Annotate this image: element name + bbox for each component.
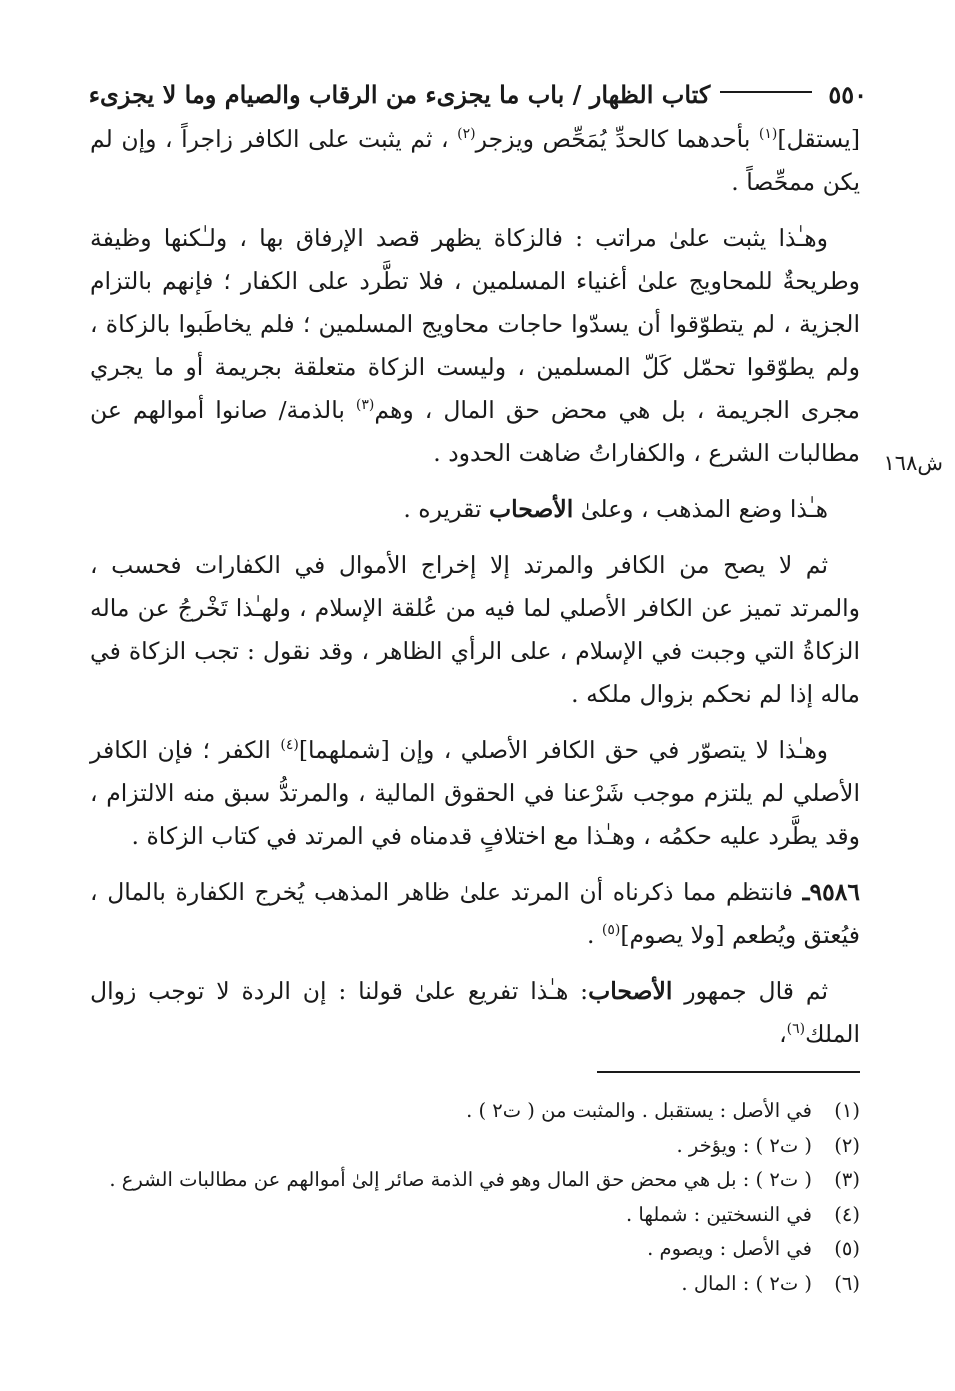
paragraph-6 [90,871,860,957]
text-run: فانتظم مما ذكرناه أن المرتد علىٰ ظاهر المذهب يُخرج الكفارة بالمال ، فيُعتق ويُطعم [ولا يصوم] [90,878,860,949]
footnote-number: (٥) [834,1237,860,1260]
footnote-item [90,1129,860,1164]
text-run: وهـٰذا يثبت علىٰ مراتب : فالزكاة يظهر قصد الإرفاق بها ، ولـٰكنها وظيفة وطريحةٌ للمحاويج علىٰ أغنياء المسلمين ، فلا تطَّرد على الكفار ؛ فإنهم بالتزام الجزية ، لم يتطوّقوا أن يسدّوا حاجات محاويج المسلمين ؛ فلم يخاطَبوا بالزكاة ، ولم يطوّقوا تحمّل كَلّ المسلمين ، وليست الزكاة متعلقة بجريمة أو ما يجري مجرى الجريمة ، بل هي محض حق المال ، وهم [90,224,860,424]
page-number: ٥٥٠ [828,79,867,109]
main-text [90,118,860,1069]
bold-term: الأصحاب [588,977,673,1005]
footnote-separator [597,1071,860,1073]
footnote-text: ( ت٢ ) : المال . [681,1271,812,1295]
paragraph-7 [90,970,860,1056]
footnotes-list [90,1094,860,1301]
bold-term: الأصحاب [488,495,574,523]
footnote-number: (١) [834,1099,860,1122]
header-rule [720,91,812,93]
text-run: تقريره . [403,495,489,523]
footnote-ref-4: (٤) [280,737,299,754]
footnote-number: (٣) [834,1168,860,1191]
text-run: ، ثم يثبت على الكافر زاجراً ، وإن لم يكن ممحِّصاً . [90,125,860,196]
issue-number: ٩٥٨٦ـ [802,878,860,906]
footnote-ref-5: (٥) [601,922,621,939]
paragraph-3 [90,488,860,531]
footnote-ref-6: (٦) [786,1021,806,1038]
footnote-text: ( ت٢ ) : ويؤخر . [676,1133,812,1157]
paragraph-1 [90,118,860,204]
text-run: ثم قال جمهور [672,977,829,1005]
text-run: هـٰذا وضع المذهب ، وعلىٰ [573,495,828,523]
footnote-number: (٦) [834,1271,860,1295]
text-run: ، [779,1020,787,1048]
margin-folio-note: ش١٦٨ [883,451,943,475]
text-run: وهـٰذا لا يتصوّر في حق الكافر الأصلي ، وإن [شملهما] [298,736,828,764]
footnote-text: في الأصل : يستقبل . والمثبت من ( ت٢ ) . [466,1099,812,1122]
footnote-number: (٢) [834,1133,860,1157]
footnote-number: (٤) [834,1202,860,1226]
text-run: [يستقل] [777,125,860,153]
footnote-ref-1: (١) [758,126,778,143]
text-run: . [586,921,602,949]
header-title: كتاب الظهار / باب ما يجزىء من الرقاب والصيام وما لا يجزىء [88,79,711,109]
paragraph-2 [90,217,860,475]
paragraph-5 [90,729,860,858]
footnote-text: في الأصل : ويصوم . [647,1237,812,1260]
footnote-ref-2: (٢) [457,126,476,143]
footnote-text: ( ت٢ ) : بل هي محض حق المال وهو في الذمة صائر إلىٰ أموالهم عن مطالبات الشرع . [109,1168,812,1191]
text-run: بالذمة/ صانوا أموالهم عن مطالبات الشرع ، والكفاراتُ ضاهت الحدود . [90,396,860,467]
text-run: الكفر ؛ فإن الكافر الأصلي لم يلتزم موجب شَرْعنا في الحقوق المالية ، والمرتدُّ سبق منه الالتزام ، وقد يطَّرد عليه حكمُه ، وهـٰذا مع اختلافٍ قدمناه في المرتد في كتاب الزكاة . [90,736,860,850]
footnote-item [90,1094,860,1129]
footnote-text: في النسختين : شملها . [626,1202,812,1226]
running-header [77,74,867,114]
footnote-item [90,1163,860,1198]
footnote-item [90,1232,860,1267]
footnote-item [90,1267,860,1302]
text-run: : هـٰذا تفريع علىٰ قولنا : إن الردة لا توجب زوال الملك [90,977,860,1048]
footnote-ref-3: (٣) [355,397,375,414]
paragraph-4: ثم لا يصح من الكافر والمرتد إلا إخراج الأموال في الكفارات فحسب ، والمرتد تميز عن الكافر الأصلي لما فيه من عُلقة الإسلام ، ولهـٰذا تَخْرجُ عن ماله الزكاةُ التي وجبت في الإسلام ، على الرأي الظاهر ، وقد نقول : تجب الزكاة في ماله إذا لم نحكم بزوال ملكه . [90,551,860,708]
text-run: بأحدهما كالحدِّ يُمَحِّص ويزجر [475,125,759,153]
footnote-item [90,1198,860,1233]
